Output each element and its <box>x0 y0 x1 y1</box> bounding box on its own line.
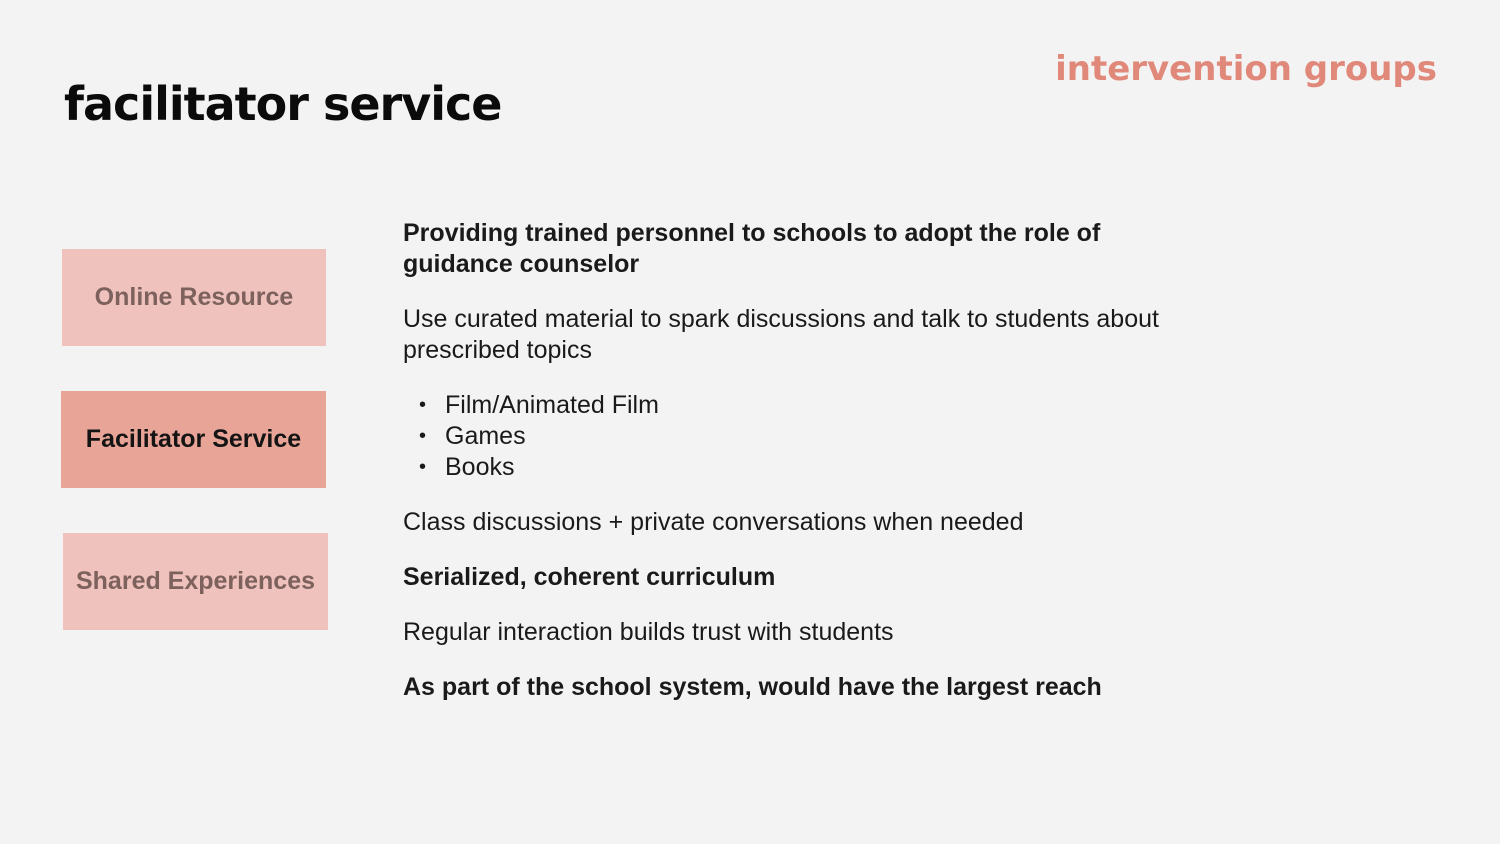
content-trust: Regular interaction builds trust with students <box>403 618 894 646</box>
content-intro: Use curated material to spark discussions and talk to students about prescribed topics <box>403 305 1159 364</box>
list-item: • Film/Animated Film <box>445 390 1193 421</box>
content-headline: Providing trained personnel to schools to adopt the role of guidance counselor <box>403 219 1101 278</box>
nav-shared-experiences[interactable]: Shared Experiences <box>63 533 328 630</box>
content-discussions: Class discussions + private conversations when needed <box>403 508 1024 536</box>
slide-title: facilitator service <box>64 77 502 131</box>
content-reach: As part of the school system, would have the largest reach <box>403 673 1102 701</box>
nav-online-resource[interactable]: Online Resource <box>62 249 326 346</box>
content-panel <box>403 218 1193 727</box>
nav-facilitator-service[interactable]: Facilitator Service <box>61 391 326 488</box>
list-item: • Books <box>445 452 1193 483</box>
list-item: • Games <box>445 421 1193 452</box>
media-list <box>403 390 1193 483</box>
content-curriculum: Serialized, coherent curriculum <box>403 563 776 591</box>
section-label: intervention groups <box>1055 49 1437 89</box>
